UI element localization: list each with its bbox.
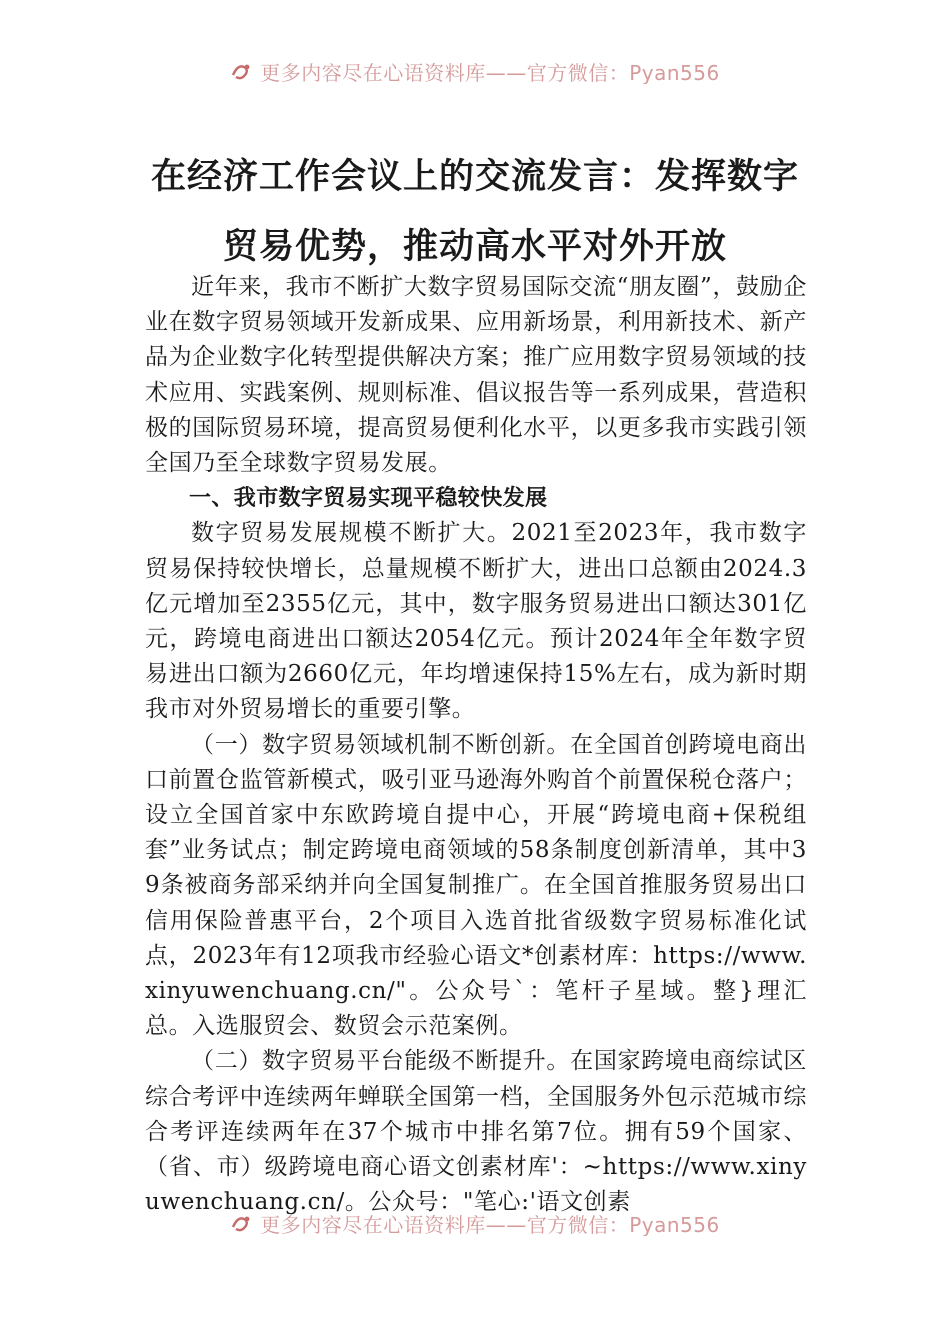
document-body [145,270,807,1220]
paragraph-intro: 近年来，我市不断扩大数字贸易国际交流“朋友圈”，鼓励企业在数字贸易领域开发新成果、应用新场景，利用新技术、新产品为企业数字化转型提供解决方案；推广应用数字贸易领域的技术应用、实践案例、规则标准、倡议报告等一系列成果，营造积极的国际贸易环境，提高贸易便利化水平，以更多我市实践引领全国乃至全球数字贸易发展。 [145,274,807,477]
paragraph-mechanism-innovation: （一）数字贸易领域机制不断创新。在全国首创跨境电商出口前置仓监管新模式，吸引亚马逊海外购首个前置保税仓落户；设立全国首家中东欧跨境自提中心，开展“跨境电商+保税组套”业务试点；制定跨境电商领域的58条制度创新清单，其中39条被商务部采纳并向全国复制推广。在全国首推服务贸易出口信用保险普惠平台，2个项目入选首批省级数字贸易标准化试点，2023年有12项我市经验心语文*创素材库：https://www.xinyuwenchuang.cn/"。公众号`：笔杆子星域。整}理汇总。入选服贸会、数贸会示范案例。 [145,731,807,1040]
watermark-logo-icon [230,61,254,81]
watermark-text: 更多内容尽在心语资料库——官方微信：Pyan556 [260,60,720,84]
watermark-logo-icon [230,1213,254,1233]
watermark-text: 更多内容尽在心语资料库——官方微信：Pyan556 [260,1212,720,1236]
section-heading-1: 一、我市数字贸易实现平稳较快发展 [189,486,548,512]
paragraph-trade-scale: 数字贸易发展规模不断扩大。2021至2023年，我市数字贸易保持较快增长，总量规模不断扩大，进出口总额由2024.3亿元增加至2355亿元，其中，数字服务贸易进出口额达301亿元，跨境电商进出口额达2054亿元。预计2024年全年数字贸易进出口额为2660亿元，年均增速保持15%左右，成为新时期我市对外贸易增长的重要引擎。 [145,520,807,723]
footer-watermark [0,1210,950,1236]
paragraph-platform-level: （二）数字贸易平台能级不断提升。在国家跨境电商综试区综合考评中连续两年蝉联全国第一档，全国服务外包示范城市综合考评连续两年在37个城市中排名第7位。拥有59个国家、（省、市）级跨境电商心语文创素材库'：~https://www.xinyuwenchuang.cn/。公众号："笔心:'语文创素 [145,1048,807,1216]
header-watermark [0,58,950,84]
title-line-2: 贸易优势，推动高水平对外开放 [222,226,727,267]
title-line-1: 在经济工作会议上的交流发言：发挥数字 [150,156,799,197]
document-title [100,142,850,282]
